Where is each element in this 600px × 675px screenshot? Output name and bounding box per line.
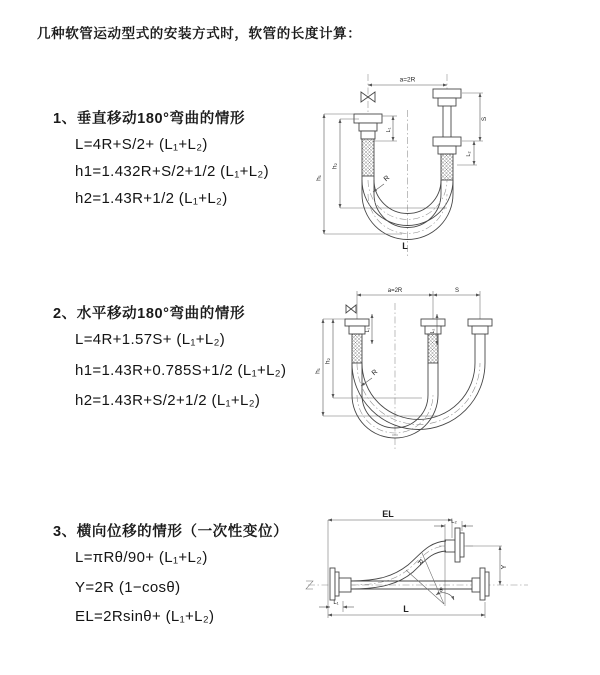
section-1-heading: 1、垂直移动180°弯曲的情形 bbox=[53, 111, 246, 127]
angle-label: θ bbox=[439, 588, 443, 594]
dim-length-label: L bbox=[403, 604, 409, 614]
formula-s3-EL: EL=2Rsinθ+ (L₁+L₂) bbox=[75, 608, 215, 625]
left-flange bbox=[330, 568, 351, 600]
formula-s2-h1: h1=1.43R+0.785S+1/2 (L₁+L₂) bbox=[75, 362, 287, 379]
braided-hose-left bbox=[362, 139, 374, 176]
left-pipe-fitting bbox=[345, 319, 369, 363]
upper-right-flange bbox=[445, 528, 464, 562]
radius-label: R bbox=[415, 558, 425, 568]
dim-left-end-label: L₁ bbox=[365, 327, 371, 333]
dim-span-label: a=2R bbox=[387, 288, 403, 294]
dim-span bbox=[368, 77, 447, 86]
dim-left-end bbox=[319, 600, 354, 612]
dim-travel-label: S bbox=[481, 116, 488, 122]
dim-h1-label: h₁ bbox=[314, 368, 322, 374]
page-title: 几种软管运动型式的安装方式时，软管的长度计算： bbox=[37, 26, 362, 41]
dim-travel bbox=[462, 93, 488, 141]
dim-length bbox=[328, 602, 485, 618]
right-pipe-fitting bbox=[433, 89, 461, 180]
dim-right-end bbox=[434, 519, 473, 531]
dim-extended-length-label: EL bbox=[382, 509, 394, 519]
formula-s1-h2: h2=1.43R+1/2 (L₁+L₂) bbox=[75, 190, 228, 207]
formula-s3-Y: Y=2R (1−cosθ) bbox=[75, 579, 181, 596]
valve-icon bbox=[346, 305, 356, 313]
diagram-vertical-180-bend bbox=[310, 68, 600, 268]
dim-right-end-label: L₂ bbox=[430, 328, 436, 334]
section-3-heading: 3、横向位移的情形（一次性变位） bbox=[53, 524, 289, 540]
dim-offset-label: Y bbox=[501, 564, 508, 570]
braided-hose-left bbox=[352, 334, 362, 363]
formula-s1-L: L=4R+S/2+ (L₁+L₂) bbox=[75, 136, 208, 153]
dim-travel-label: S bbox=[454, 288, 460, 294]
section-2-heading: 2、水平移动180°弯曲的情形 bbox=[53, 306, 246, 322]
radius-label: R bbox=[370, 368, 380, 378]
dim-left-end bbox=[365, 314, 372, 344]
dim-right-end-label: L₂ bbox=[451, 519, 457, 525]
formula-s2-L: L=4R+1.57S+ (L₁+L₂) bbox=[75, 331, 226, 348]
formula-s1-h1: h1=1.432R+S/2+1/2 (L₁+L₂) bbox=[75, 163, 269, 180]
formula-s2-h2: h2=1.43R+S/2+1/2 (L₁+L₂) bbox=[75, 392, 261, 409]
offset-hose-curve bbox=[351, 541, 446, 589]
right-pipe-fitting bbox=[468, 319, 492, 363]
diagram-horizontal-180-bend bbox=[310, 283, 600, 473]
dim-span bbox=[357, 288, 433, 295]
diagram-lateral-offset bbox=[300, 500, 600, 665]
dim-left-end-label: L₁ bbox=[333, 600, 339, 606]
radius-callout bbox=[373, 175, 391, 192]
dim-h2-label: h₂ bbox=[331, 162, 339, 170]
middle-pipe-fitting bbox=[421, 319, 445, 363]
dim-h2-label: h₂ bbox=[324, 357, 332, 365]
formula-s3-L: L=πRθ/90+ (L₁+L₂) bbox=[75, 549, 208, 566]
dim-travel bbox=[433, 288, 480, 295]
dim-extended-length bbox=[328, 509, 452, 618]
length-label: L bbox=[402, 241, 408, 251]
dim-right-end-label: L₂ bbox=[466, 151, 472, 157]
radius-label: R bbox=[382, 174, 392, 184]
dim-span-label: a=2R bbox=[399, 76, 416, 84]
dim-h1-label: h₁ bbox=[315, 175, 323, 181]
dim-h2 bbox=[325, 319, 423, 398]
straight-hose-position bbox=[351, 568, 489, 600]
braided-hose-middle bbox=[428, 334, 438, 363]
dim-left-end-label: L₁ bbox=[386, 127, 392, 133]
left-pipe-fitting bbox=[354, 114, 382, 176]
braided-hose-right bbox=[441, 154, 453, 180]
